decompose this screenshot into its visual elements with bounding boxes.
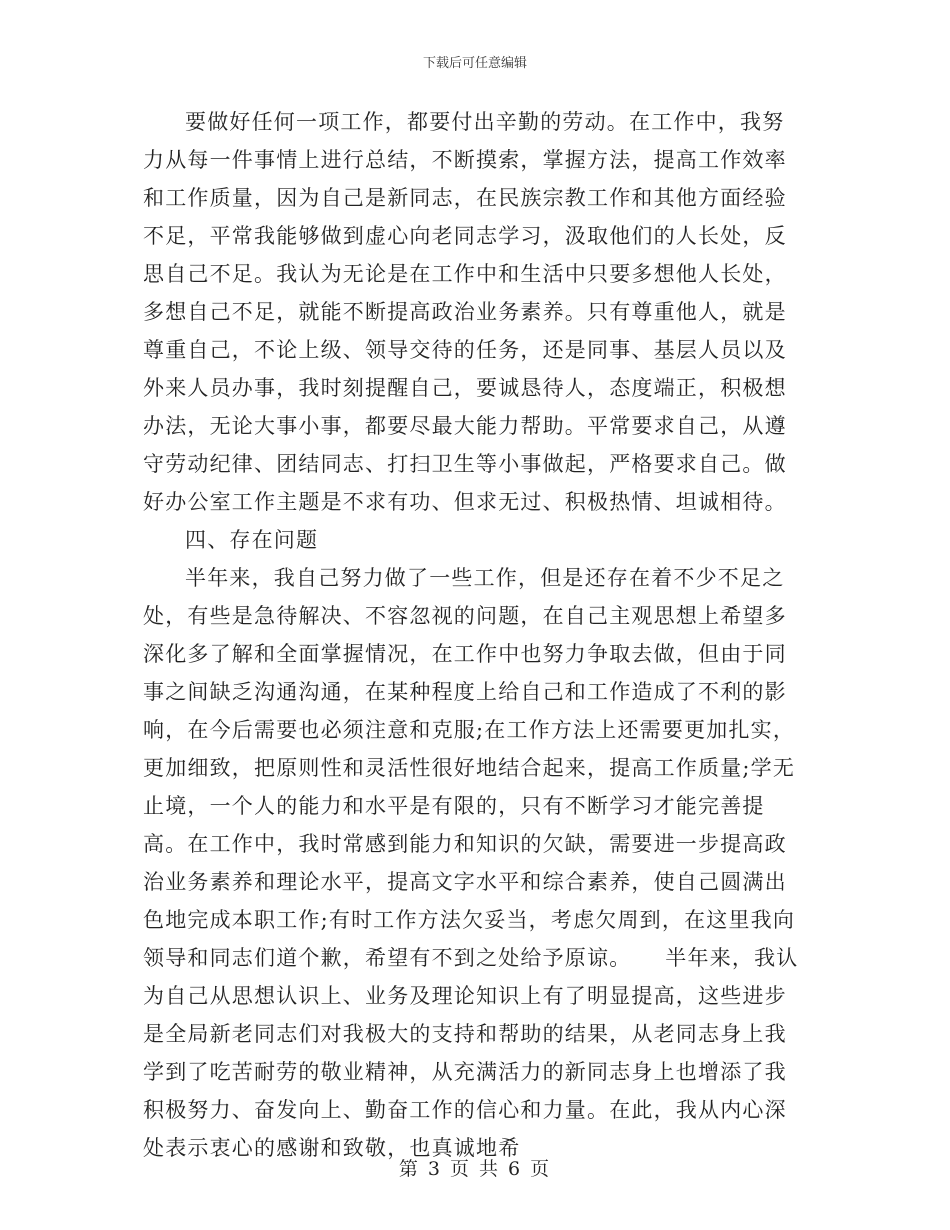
paragraph-work-attitude: 要做好任何一项工作，都要付出辛勤的劳动。在工作中，我努力从每一件事情上进行总结，不断摸索，掌握方法，提高工作效率和工作质量，因为自己是新同志，在民族宗教工作和其他方面经验不足，平常我能够做到虚心向老同志学习，汲取他们的人长处，反思自己不足。我认为无论是在工作中和生活中只要多想他人长处，多想自己不足，就能不断提高政治业务素养。只有尊重他人，就是尊重自己，不论上级、领导交待的任务，还是同事、基层人员以及外来人员办事，我时刻提醒自己，要诚恳待人，态度端正，积极想办法，无论大事小事，都要尽最大能力帮助。平常要求自己，从遵守劳动纪律、团结同志、打扫卫生等小事做起，严格要求自己。做好办公室工作主题是不求有功、但求无过、积极热情、坦诚相待。 xyxy=(143,110,787,514)
page-header: 下载后可任意编辑 xyxy=(422,56,527,71)
paragraph-existing-problems: 半年来，我自己努力做了一些工作，但是还存在着不少不足之处，有些是急待解决、不容忽视的问题，在自己主观思想上希望多深化多了解和全面掌握情况，在工作中也努力争取去做，但由于同事之间缺乏沟通沟通，在某种程度上给自己和工作造成了不利的影响，在今后需要也必须注意和克服;在工作方法上还需要更加扎实，更加细致，把原则性和灵活性很好地结合起来，提高工作质量;学无止境，一个人的能力和水平是有限的，只有不断学习才能完善提高。在工作中，我时常感到能力和知识的欠缺，需要进一步提高政治业务素养和理论水平，提高文字水平和综合素养，使自己圆满出色地完成本职工作;有时工作方法欠妥当，考虑欠周到，在这里我向领导和同志们道个歉，希望有不到之处给予原谅。 半年来，我认为自己从思想认识上、业务及理论知识上有了明显提高，这些进步是全局新老同志们对我极大的支持和帮助的结果，从老同志身上我学到了吃苦耐劳的敬业精神，从充满活力的新同志身上也增添了我积极努力、奋发向上、勤奋工作的信心和力量。在此，我从内心深处表示衷心的感谢和致敬，也真诚地希 xyxy=(143,566,799,1160)
section-heading: 四、存在问题 xyxy=(185,528,319,552)
document-body xyxy=(143,103,803,1167)
page-number-footer: 第 3 页 共 6 页 xyxy=(398,1158,552,1180)
